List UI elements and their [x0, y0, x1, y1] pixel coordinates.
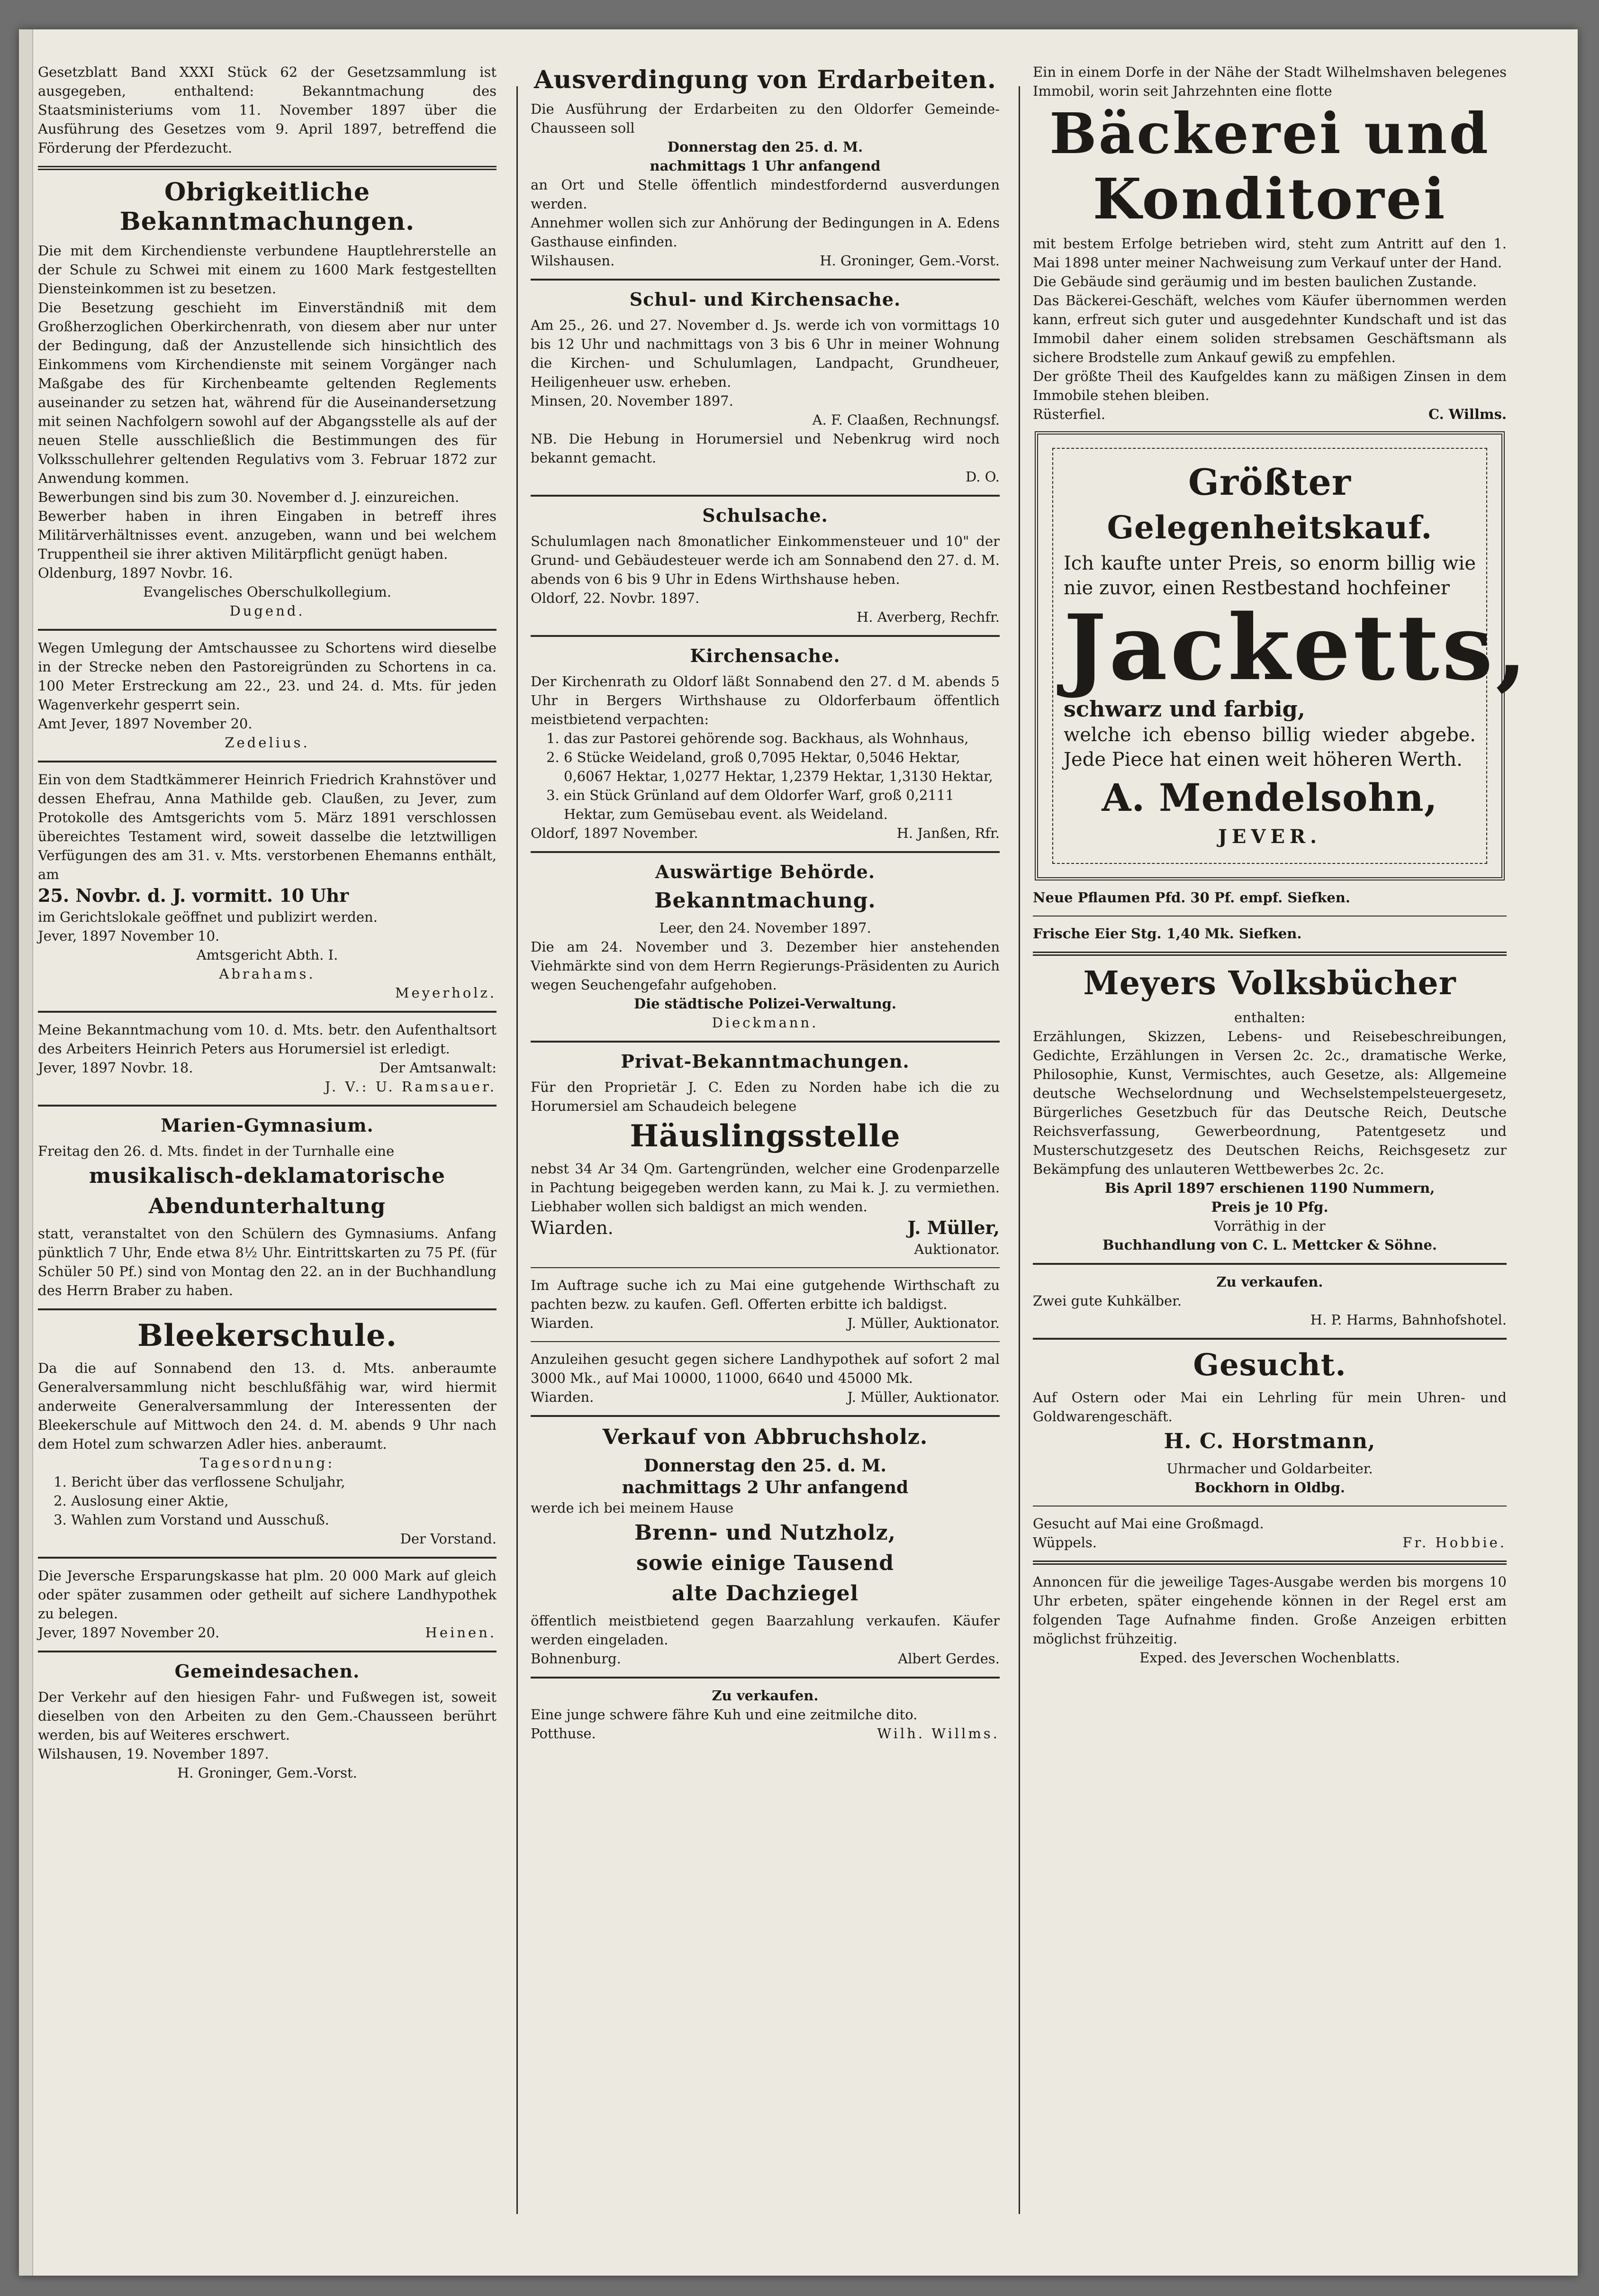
role: Auktionator.: [914, 1241, 1000, 1257]
section-heading: Zu verkaufen.: [1216, 1274, 1323, 1290]
ad-title: Brenn- und Nutzholz,: [634, 1521, 896, 1545]
signature: C. Willms.: [1428, 406, 1507, 422]
section-heading: Privat-Bekanntmachungen.: [621, 1051, 910, 1072]
paragraph: Eine junge schwere fähre Kuh und eine zeitmilche dito.: [531, 1706, 918, 1723]
paragraph: Die Besetzung geschieht im Einverständniß mit dem Großherzoglichen Oberkirchenrath, von diesem aber nur unter der Bedingung, daß der Anzustellende sich hinsichtlich des Einkommens vom Kirchendienste mit seinem Vorgänger nach Maßgabe des für Kirchenbeamte geltenden Reglements auseinander zu setzen hat, während für die Auseinandersetzung mit seinen Nachfolgern sowohl auf der Abgangsstelle als auf der neuen Stelle ausschließlich die Bestimmungen des für Volksschullehrer geltenden Regulativs vom 3. Februar 1872 zur Anwendung kommen.: [38, 299, 497, 486]
signature-row: [531, 1649, 1000, 1668]
divider: [531, 1341, 1000, 1342]
paragraph: NB. Die Hebung in Horumersiel und Nebenkrug wird noch bekannt gemacht.: [531, 431, 1000, 466]
section-heading: Gesucht.: [1193, 1347, 1346, 1383]
advertisement-box: [1035, 431, 1530, 880]
list-item: 3. Wahlen zum Vorstand und Ausschuß.: [71, 1510, 497, 1529]
signature: H. P. Harms, Bahnhofshotel.: [1310, 1312, 1507, 1328]
event-title: Abendunterhaltung: [148, 1194, 386, 1218]
paragraph: Im Auftrage suche ich zu Mai eine gutgehende Wirthschaft zu pachten bezw. zu kaufen. Gefl. Offerten erbitte ich baldigst.: [531, 1277, 1000, 1312]
paragraph: mit bestem Erfolge betrieben wird, steht zum Antritt auf den 1. Mai 1898 unter meiner Nachweisung zum Verkauf unter der Hand.: [1033, 236, 1507, 271]
authority: Amtsgericht Abth. I.: [196, 947, 338, 963]
paragraph: Annehmer wollen sich zur Anhörung der Bedingungen in A. Edens Gasthause einfinden.: [531, 215, 1000, 250]
agenda-list: [38, 1472, 497, 1529]
list-item: 2. Auslosung einer Aktie,: [71, 1491, 497, 1510]
paragraph: Das Bäckerei-Geschäft, welches vom Käufer übernommen werden kann, erfreut sich guter und ausgedehnter Kundschaft und ist das Immobil daher einem soliden strebsamen Geschäftsmann als sichere Brodstelle zum Ankauf gewiß zu empfehlen.: [1033, 292, 1507, 365]
divider: [38, 1557, 497, 1559]
place: Wiarden.: [531, 1217, 614, 1238]
section-heading: Meyers Volksbücher: [1083, 964, 1456, 1002]
role: Der Amtsanwalt:: [379, 1060, 497, 1076]
place: Rüsterfiel.: [1033, 406, 1106, 422]
paragraph: Meine Bekanntmachung vom 10. d. Mts. betr. den Aufenthaltsort des Arbeiters Heinrich Peters aus Horumersiel ist erledigt.: [38, 1022, 497, 1057]
ad-merchant: A. Mendelsohn,: [1102, 775, 1438, 820]
paragraph: öffentlich meistbietend gegen Baarzahlung verkaufen. Käufer werden eingeladen.: [531, 1613, 1000, 1648]
divider: [38, 166, 497, 170]
signature: J. Müller, Auktionator.: [847, 1389, 1000, 1405]
paragraph: Auf Ostern oder Mai ein Lehrling für mein Uhren- und Goldwarengeschäft.: [1033, 1389, 1507, 1425]
signature: Meyerholz.: [395, 985, 497, 1001]
signature: J. Müller, Auktionator.: [847, 1315, 1000, 1331]
place: Wilshausen.: [531, 253, 615, 269]
column-1: [38, 63, 497, 1782]
divider: [38, 1308, 497, 1310]
signature-row: [38, 1058, 497, 1077]
event-title: musikalisch-deklamatorische: [89, 1164, 445, 1188]
date-line: Donnerstag den 25. d. M.: [667, 139, 863, 155]
signature: J. V.: U. Ramsauer.: [325, 1079, 497, 1095]
place: Wiarden.: [531, 1389, 594, 1405]
place-date: Oldorf, 1897 November.: [531, 825, 698, 841]
paragraph: Für den Proprietär J. C. Eden zu Norden habe ich die zu Horumersiel am Schaudeich belegene: [531, 1079, 1000, 1114]
newspaper-page: [19, 29, 1578, 2276]
column-2: [531, 63, 1000, 1743]
paragraph: Der Verkehr auf den hiesigen Fahr- und Fußwegen ist, soweit dieselben von den Arbeiten zu den Gem.-Chausseen berührt werden, bis auf Weiteres erschwert.: [38, 1689, 497, 1743]
paragraph: Erzählungen, Skizzen, Lebens- und Reisebeschreibungen, Gedichte, Erzählungen in Versen 2c. 2c., dramatische Werke, Philosophie, Kunst, Vermischtes, auch Gesetze, als: Allgemeine deutsche Wechselordnung und Wechselstempelsteuergesetz, Bürgerliches Gesetzbuch für das Deutsche Reich, Deutsche Reichsverfassung, Gewerbeordnung, Patentgesetz und Musterschutzgesetz des Deutschen Reichs, Reichsgesetz zur Bekämpfung des unlauteren Wettbewerbes 2c. 2c.: [1033, 1028, 1507, 1177]
place-date: Jever, 1897 November 10.: [38, 928, 220, 944]
place-date: Amt Jever, 1897 November 20.: [38, 716, 253, 732]
divider: [38, 761, 497, 762]
signature: Der Vorstand.: [400, 1531, 497, 1547]
signature: Heinen.: [425, 1624, 497, 1641]
signature: A. F. Claaßen, Rechnungsf.: [812, 412, 1000, 428]
divider: [1033, 916, 1507, 917]
authority: Evangelisches Oberschulkollegium.: [143, 584, 391, 600]
signature: D. O.: [966, 469, 1000, 485]
place-date: Minsen, 20. November 1897.: [531, 393, 733, 409]
paragraph: im Gerichtslokale geöffnet und publizirt werden.: [38, 909, 378, 925]
list-item: 1. das zur Pastorei gehörende sog. Backhaus, als Wohnhaus,: [564, 729, 1000, 748]
agenda-label: Tagesordnung:: [199, 1455, 335, 1471]
signature: Albert Gerdes.: [898, 1651, 1000, 1667]
signature-row: [531, 251, 1000, 270]
paragraph: Die Ausführung der Erdarbeiten zu den Oldorfer Gemeinde-Chausseen soll: [531, 101, 1000, 136]
section-heading: Gemeindesachen.: [174, 1661, 360, 1682]
signature-row: [531, 1388, 1000, 1407]
divider: [38, 629, 497, 631]
list-item: 1. Bericht über das verflossene Schuljahr,: [71, 1472, 497, 1491]
date-line: 25. Novbr. d. J. vormitt. 10 Uhr: [38, 885, 349, 906]
small-ad: Frische Eier Stg. 1,40 Mk. Siefken.: [1033, 926, 1302, 942]
ad-text: schwarz und farbig,: [1064, 696, 1305, 722]
divider: [38, 1105, 497, 1107]
paragraph: Bewerbungen sind bis zum 30. November d. J. einzureichen.: [38, 489, 460, 505]
ad-title: alte Dachziegel: [671, 1581, 859, 1606]
paragraph: Vorräthig in der: [1214, 1218, 1326, 1234]
place: Wiarden.: [531, 1315, 594, 1331]
signature-row: [531, 1724, 1000, 1743]
paragraph: Anzuleihen gesucht gegen sichere Landhypothek auf sofort 2 mal 3000 Mk., auf Mai 10000, 11000, 6640 und 45000 Mk.: [531, 1351, 1000, 1386]
paragraph: Preis je 10 Pfg.: [1211, 1199, 1328, 1215]
signature-row: [531, 824, 1000, 843]
list-item: 3. ein Stück Grünland auf dem Oldorfer Warf, groß 0,2111 Hektar, zum Gemüsebau event. als Weideland.: [564, 786, 1000, 824]
role: Uhrmacher und Goldarbeiter.: [1166, 1461, 1373, 1477]
date-line: Donnerstag den 25. d. M.: [644, 1456, 886, 1476]
paragraph: Annoncen für die jeweilige Tages-Ausgabe werden bis morgens 10 Uhr erbeten, später eingehende können in der Regel erst am folgenden Tage Aufnahme finden. Große Anzeigen erbitten möglichst frühzeitig.: [1033, 1574, 1507, 1647]
paragraph: Bewerber haben in ihren Eingaben in betreff ihres Militärverhältnisses event. anzugeben, wann und bei welchem Truppentheil sie ihrer aktiven Militärpflicht genügt haben.: [38, 508, 497, 562]
signature: H. Janßen, Rfr.: [896, 825, 1000, 841]
merchant-name: H. C. Horstmann,: [1164, 1429, 1376, 1453]
paragraph: Wegen Umlegung der Amtschaussee zu Schortens wird dieselbe in der Strecke neben den Pastoreigründen zu Schortens in ca. 100 Meter Erstreckung am 22., 23. und 24. d. Mts. für jeden Wagenverkehr gesperrt sein.: [38, 640, 497, 713]
place-date: Jever, 1897 Novbr. 18.: [38, 1060, 193, 1076]
advertisement-inner: [1052, 448, 1530, 864]
section-heading: Bleekerschule.: [137, 1318, 397, 1353]
divider: [531, 1041, 1000, 1043]
section-heading: Schulsache.: [702, 505, 828, 526]
section-heading: Schul- und Kirchensache.: [629, 289, 901, 310]
paragraph: Buchhandlung von C. L. Mettcker & Söhne.: [1102, 1237, 1437, 1253]
section-heading: Kirchensache.: [690, 645, 840, 666]
divider: [38, 1651, 497, 1652]
divider: [1033, 1263, 1507, 1265]
ad-title: Gelegenheitskauf.: [1107, 509, 1433, 546]
paragraph: enthalten:: [1234, 1009, 1305, 1025]
ad-text: Ich kaufte unter Preis, so enorm billig wie nie zuvor, einen Restbestand hochfeiner: [1064, 553, 1476, 599]
paragraph: Am 25., 26. und 27. November d. Js. werde ich von vormittags 10 bis 12 Uhr und nachmittags von 3 bis 6 Uhr in meiner Wohnung die Kirchen- und Schulumlagen, Landpacht, Grundheuer, Heiligenheuer usw. erheben.: [531, 317, 1000, 390]
divider: [531, 1677, 1000, 1679]
divider: [1033, 1338, 1507, 1340]
signature-row: [1033, 405, 1507, 424]
place: Potthuse.: [531, 1725, 596, 1742]
section-heading: Marien-Gymnasium.: [161, 1115, 374, 1136]
ad-title: Bäckerei und: [1049, 100, 1491, 166]
ad-title: Größter: [1188, 461, 1351, 503]
signature: Abrahams.: [219, 966, 316, 982]
section-heading: Obrigkeitliche Bekanntmachungen.: [119, 178, 415, 236]
place-date: Oldorf, 22. Novbr. 1897.: [531, 590, 700, 606]
paragraph: Der Kirchenrath zu Oldorf läßt Sonnabend den 27. d M. abends 5 Uhr in Bergers Wirthshause zu Oldorferbaum öffentlich meistbietend verpachten:: [531, 673, 1000, 727]
paragraph: Bis April 1897 erschienen 1190 Nummern,: [1104, 1180, 1435, 1196]
divider: [1033, 1561, 1507, 1565]
gesetzblatt-notice: Gesetzblatt Band XXXI Stück 62 der Gesetzsammlung ist ausgegeben, enthaltend: Bekanntmachung des Staatsministeriums vom 11. November 1897 über die Ausführung des Gesetzes vom 9. April 1897, betreffend die Förderung der Pferdezucht.: [38, 64, 497, 156]
signature: Wilh. Willms.: [877, 1725, 1000, 1742]
lease-list: [531, 729, 1000, 824]
divider: [531, 851, 1000, 853]
paragraph: Schulumlagen nach 8monatlicher Einkommensteuer und 10" der Grund- und Gebäudesteuer werde ich am Sonnabend den 27. d. M. abends von 6 bis 9 Uhr in Edens Wirthshause heben.: [531, 533, 1000, 587]
divider: [38, 1011, 497, 1013]
authority: Die städtische Polizei-Verwaltung.: [633, 996, 897, 1012]
signature-row: [531, 1314, 1000, 1333]
signature: J. Müller,: [907, 1217, 1000, 1238]
signature: H. Groninger, Gem.-Vorst.: [820, 253, 1000, 269]
place-date: Oldenburg, 1897 Novbr. 16.: [38, 565, 233, 581]
date-line: nachmittags 1 Uhr anfangend: [650, 158, 881, 174]
ad-title: Konditorei: [1093, 166, 1447, 232]
signature-row: [38, 1623, 497, 1642]
paragraph: Die Gebäude sind geräumig und im besten baulichen Zustande.: [1033, 273, 1477, 290]
paragraph: Ein von dem Stadtkämmerer Heinrich Friedrich Krahnstöver und dessen Ehefrau, Anna Mathilde geb. Claußen, zu Jever, zum Protokolle des Amtsgerichts vom 5. März 1891 verschlossen übereichtes Testament wird, soweit dasselbe die letztwilligen Verfügungen des am 31. v. Mts. verstorbenen Ehemanns enthält, am: [38, 771, 497, 882]
column-divider: [1019, 86, 1020, 2214]
small-ad: Neue Pflaumen Pfd. 30 Pf. empf. Siefken.: [1033, 889, 1350, 906]
paragraph: statt, veranstaltet von den Schülern des Gymnasiums. Anfang pünktlich 7 Uhr, Ende etwa 8½ Uhr. Eintrittskarten zu 75 Pf. (für Schüler 50 Pf.) sind von Montag den 22. an in der Buchhandlung des Herrn Braber zu haben.: [38, 1225, 497, 1298]
section-heading: Verkauf von Abbruchsholz.: [602, 1425, 928, 1449]
paragraph: an Ort und Stelle öffentlich mindestfordernd ausverdungen werden.: [531, 177, 1000, 212]
paragraph: nebst 34 Ar 34 Qm. Gartengründen, welcher eine Grodenparzelle in Pachtung beigegeben werden kann, zu Mai k. J. zu vermiethen. Liebhaber wollen sich baldigst an mich wenden.: [531, 1161, 1000, 1215]
place: Bockhorn in Oldbg.: [1194, 1479, 1345, 1496]
divider: [531, 279, 1000, 281]
paragraph: Gesucht auf Mai eine Großmagd.: [1033, 1516, 1264, 1532]
paragraph: Der größte Theil des Kaufgeldes kann zu mäßigen Zinsen in dem Immobile stehen bleiben.: [1033, 368, 1507, 403]
signature: Dieckmann.: [712, 1015, 819, 1031]
signature: Zedelius.: [225, 735, 310, 751]
divider: [531, 635, 1000, 637]
signature: H. Averberg, Rechfr.: [856, 609, 1000, 625]
paragraph: Zwei gute Kuhkälber.: [1033, 1293, 1182, 1309]
ad-big-word: Jacketts,: [1064, 595, 1530, 700]
paragraph: Die am 24. November und 3. Dezember hier anstehenden Viehmärkte sind von dem Herrn Regierungs-Präsidenten zu Aurich wegen Seuchengefahr aufgehoben.: [531, 939, 1000, 993]
divider: [531, 1267, 1000, 1268]
signature: Fr. Hobbie.: [1402, 1534, 1507, 1551]
column-3: [1033, 63, 1530, 1667]
section-heading: Ausverdingung von Erdarbeiten.: [534, 65, 996, 94]
list-item: 2. 6 Stücke Weideland, groß 0,7095 Hektar, 0,5046 Hektar, 0,6067 Hektar, 1,0277 Hektar, 1,2379 Hektar, 1,3130 Hektar,: [564, 748, 1000, 786]
ad-title: sowie einige Tausend: [636, 1551, 894, 1575]
page-edge: [19, 29, 33, 2276]
section-subheading: Bekanntmachung.: [654, 889, 876, 913]
paragraph: Ein in einem Dorfe in der Nähe der Stadt Wilhelmshaven belegenes Immobil, worin seit Jahrzehnten eine flotte: [1033, 64, 1507, 99]
section-heading: Zu verkaufen.: [712, 1688, 819, 1704]
place: Wüppels.: [1033, 1534, 1097, 1551]
signature-row: [1033, 1533, 1507, 1552]
paragraph: werde ich bei meinem Hause: [531, 1500, 734, 1516]
signature: Dugend.: [229, 603, 305, 619]
paragraph: Da die auf Sonnabend den 13. d. Mts. anberaumte Generalversammlung nicht beschlußfähig war, wird hiermit anderweite Generalversammlung der Interessenten der Bleekerschule auf Mittwoch den 24. d. M. abends 9 Uhr nach dem Hotel zum schwarzen Adler hies. anberaumt.: [38, 1360, 497, 1452]
date-line: nachmittags 2 Uhr anfangend: [622, 1478, 909, 1497]
place-date: Leer, den 24. November 1897.: [659, 920, 871, 936]
place: Bohnenburg.: [531, 1651, 621, 1667]
place-date: Jever, 1897 November 20.: [38, 1624, 220, 1641]
place-date: Wilshausen, 19. November 1897.: [38, 1746, 269, 1762]
ad-text: welche ich ebenso billig wieder abgebe. Jede Piece hat einen weit höheren Werth.: [1064, 724, 1476, 771]
divider: [531, 1415, 1000, 1417]
signature-row: [531, 1216, 1000, 1240]
ad-title: Häuslingsstelle: [630, 1118, 901, 1154]
signature: H. Groninger, Gem.-Vorst.: [177, 1765, 357, 1781]
paragraph: Freitag den 26. d. Mts. findet in der Turnhalle eine: [38, 1143, 395, 1159]
section-heading: Auswärtige Behörde.: [655, 861, 876, 882]
divider: [1033, 952, 1507, 956]
ad-city: JEVER.: [1218, 826, 1322, 848]
paragraph: Die mit dem Kirchendienste verbundene Hauptlehrerstelle an der Schule zu Schwei mit einem zu 1600 Mark festgestellten Diensteinkommen ist zu besetzen.: [38, 243, 497, 297]
column-divider: [516, 86, 518, 2214]
signature: Exped. des Jeverschen Wochenblatts.: [1139, 1650, 1400, 1666]
divider: [531, 495, 1000, 497]
paragraph: Die Jeversche Ersparungskasse hat plm. 20 000 Mark auf gleich oder später zusammen oder getheilt auf sichere Landhypothek zu belegen.: [38, 1568, 497, 1622]
